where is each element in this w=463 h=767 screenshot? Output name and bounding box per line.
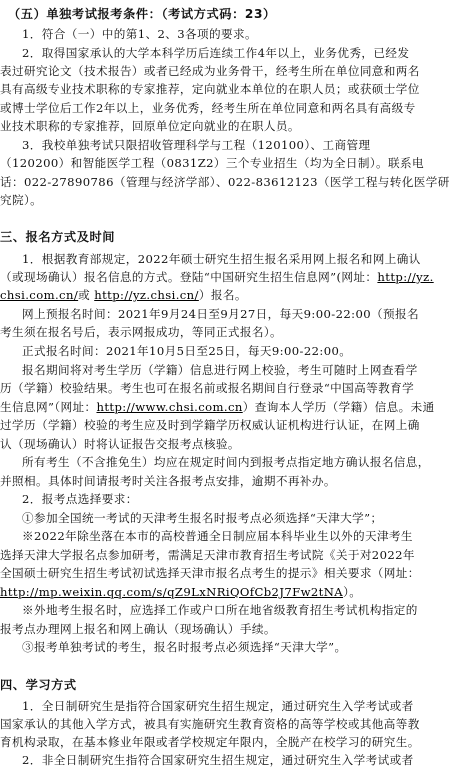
yz-chsi-cn-link[interactable]: http://yz.chsi.cn/ bbox=[94, 288, 199, 302]
section-5-item-3-line-2: （120200）和智能医学工程（0831Z2）三个专业招生（均为全日制）。联系电 bbox=[0, 156, 425, 170]
weixin-link[interactable]: http://mp.weixin.qq.com/s/qZ9LxNRiQOfCb2J7Fw2tNA bbox=[0, 585, 344, 599]
section-4-p2-line-1: 2．非全日制研究生指符合国家研究生招生规定，通过研究生入学考试或者 bbox=[22, 753, 414, 767]
section-3-p6-end: ）。 bbox=[343, 585, 362, 599]
chsi-link[interactable]: http://www.chsi.com.cn bbox=[96, 400, 243, 414]
section-3-p1-or: 或 bbox=[78, 288, 95, 302]
section-3-p6-line-3: 全国硕士研究生招生考试初试选择天津市报名点考生的提示》相关要求（网址： bbox=[0, 566, 420, 580]
section-5-title: （五）单独考试报考条件：（考试方式码：23） bbox=[8, 7, 276, 21]
section-3-p6-line-4 bbox=[0, 585, 361, 599]
section-3-p7-line-2: 报考点办理网上报名和网上确认（现场确认）手续。 bbox=[0, 622, 276, 636]
section-3-p1-end: ）报名。 bbox=[198, 288, 247, 302]
section-5-item-1: 1．符合（一）中的第1、2、3各项的要求。 bbox=[22, 27, 258, 41]
section-5-item-2-line-1: 2．取得国家承认的大学本科学历后连续工作4年以上，业务优秀，已经发 bbox=[22, 46, 410, 60]
section-3-p1-line-3 bbox=[0, 288, 247, 302]
section-3-p1-text: （或现场确认）报名信息的方式。登陆“中国研究生招生信息网”(网址： bbox=[0, 270, 378, 284]
section-3-p7-line-1: ※外地考生报名时，应选择工作或户口所在地省级教育招生考试机构指定的 bbox=[22, 603, 418, 617]
section-3-p4: 2．报考点选择要求： bbox=[22, 492, 138, 506]
section-4-p1-line-2: 国家承认的其他入学方式，被具有实施研究生教育资格的高等学校或其他高等教 bbox=[0, 717, 420, 731]
section-5-item-2-line-5: 业技术职称的专家推荐，回原单位定向就业的在职人员。 bbox=[0, 119, 300, 133]
prereg-time-line-1: 网上预报名时间：2021年9月24日至9月27日，每天9:00-22:00（预报名 bbox=[22, 307, 419, 321]
section-3-p1-line-1: 1．根据教育部规定，2022年硕士研究生招生报名采用网上报名和网上确认 bbox=[22, 252, 421, 266]
yz-chsi-link-part-1[interactable]: http://yz. bbox=[377, 270, 434, 284]
section-3-p2-line-3 bbox=[0, 400, 435, 414]
section-3-p5: ①参加全国统一考试的天津考生报名时报考点必须选择“天津大学”； bbox=[22, 511, 383, 525]
section-3-p2-line-5: 认（现场确认）时将认证报告交报考点核验。 bbox=[0, 437, 240, 451]
section-3-p2-text: 生信息网”（网址： bbox=[0, 400, 97, 414]
section-3-p1-line-2 bbox=[0, 270, 434, 284]
section-3-p6-line-1: ※2022年除坐落在本市的高校普通全日制应届本科毕业生以外的天津考生 bbox=[22, 529, 413, 543]
section-4-title: 四、学习方式 bbox=[0, 678, 77, 692]
section-3-p2-line-1: 报名期间将对考生学历（学籍）信息进行网上校验，考生可随时上网查看学 bbox=[22, 363, 418, 377]
section-3-p2-line-2: 历（学籍）校验结果。考生也可在报名前或报名期间自行登录“中国高等教育学 bbox=[0, 381, 415, 395]
section-3-p8: ③报考单独考试的考生，报名时报考点必须选择“天津大学”。 bbox=[22, 640, 347, 654]
section-5-item-3-line-4: 究院）。 bbox=[0, 193, 43, 207]
section-5-item-2-line-4: 或博士学位后工作2年以上，业务优秀，经考生所在单位同意和两名具有高级专 bbox=[0, 101, 416, 115]
formal-reg-time: 正式报名时间：2021年10月5日至25日，每天9:00-22:00。 bbox=[22, 344, 352, 358]
section-3-p3-line-2: 并照相。具体时间请报考时关注各报考点安排，逾期不再补办。 bbox=[0, 474, 336, 488]
section-4-p1-line-1: 1．全日制研究生是指符合国家研究生招生规定，通过研究生入学考试或者 bbox=[22, 699, 414, 713]
section-3-p2-line-4: 过学历（学籍）校验的考生应及时到学籍学历权威认证机构进行认证，在网上确 bbox=[0, 418, 420, 432]
section-3-title: 三、报名方式及时间 bbox=[0, 230, 116, 244]
section-3-p6-line-2: 选择天津大学报名点参加研考，需满足天津市教育招生考试院《关于对2022年 bbox=[0, 548, 415, 562]
section-5-item-2-line-2: 表过研究论文（技术报告）或者已经成为业务骨干，经考生所在单位同意和两名 bbox=[0, 64, 420, 78]
section-4-p1-line-3: 育机构录取，在基本修业年限或者学校规定年限内，全脱产在校学习的研究生。 bbox=[0, 735, 420, 749]
section-3-p3-line-1: 所有考生（不含推免生）均应在规定时间内到报考点指定地方确认报名信息， bbox=[22, 455, 430, 469]
section-5-item-3-line-1: 3．我校单独考试只限招收管理科学与工程（120100）、工商管理 bbox=[22, 138, 371, 152]
section-5-item-3-line-3: 话：022-27890786（管理与经济学部）、022-83612123（医学工程与转化医学研 bbox=[0, 175, 450, 189]
prereg-time-line-2: 考生须在报名号后，表示网报成功，等同正式报名）。 bbox=[0, 325, 283, 339]
section-3-p2-text-end: ）查询本人学历（学籍）信息。未通 bbox=[242, 400, 435, 414]
section-5-item-2-line-3: 具有高级专业技术职称的专家推荐，定向就业本单位的在职人员；或获硕士学位 bbox=[0, 82, 420, 96]
yz-chsi-link-part-2[interactable]: chsi.com.cn/ bbox=[0, 288, 79, 302]
